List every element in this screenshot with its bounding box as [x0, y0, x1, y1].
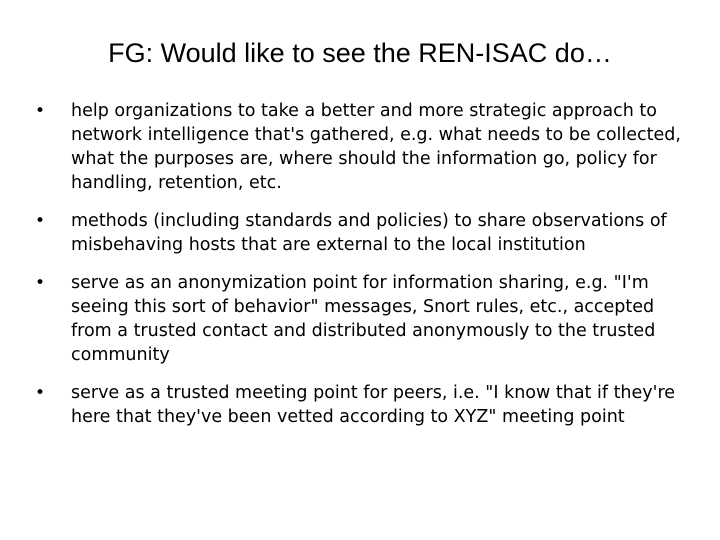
slide-title: FG: Would like to see the REN-ISAC do… — [108, 38, 612, 68]
bullet-item — [35, 209, 695, 257]
bullet-list — [35, 99, 695, 443]
bullet-icon: • — [35, 101, 46, 121]
bullet-icon: • — [35, 273, 46, 293]
bullet-item — [35, 381, 695, 429]
bullet-text: serve as a trusted meeting point for peers, i.e. "I know that if they're here that they've been vetted according to XYZ" meeting point — [71, 383, 676, 427]
bullet-item — [35, 99, 695, 195]
bullet-icon: • — [35, 211, 46, 231]
bullet-text: serve as an anonymization point for information sharing, e.g. "I'm seeing this sort of behavior" messages, Snort rules, etc., accepted from a trusted contact and distributed anonymously to the trusted community — [71, 273, 656, 365]
bullet-text: methods (including standards and policies) to share observations of misbehaving hosts that are external to the local institution — [71, 211, 667, 255]
bullet-text: help organizations to take a better and more strategic approach to network intelligence that's gathered, e.g. what needs to be collected, what the purposes are, where should the information go, policy for handling, retention, etc. — [71, 101, 681, 193]
bullet-item — [35, 271, 695, 367]
bullet-icon: • — [35, 383, 46, 403]
